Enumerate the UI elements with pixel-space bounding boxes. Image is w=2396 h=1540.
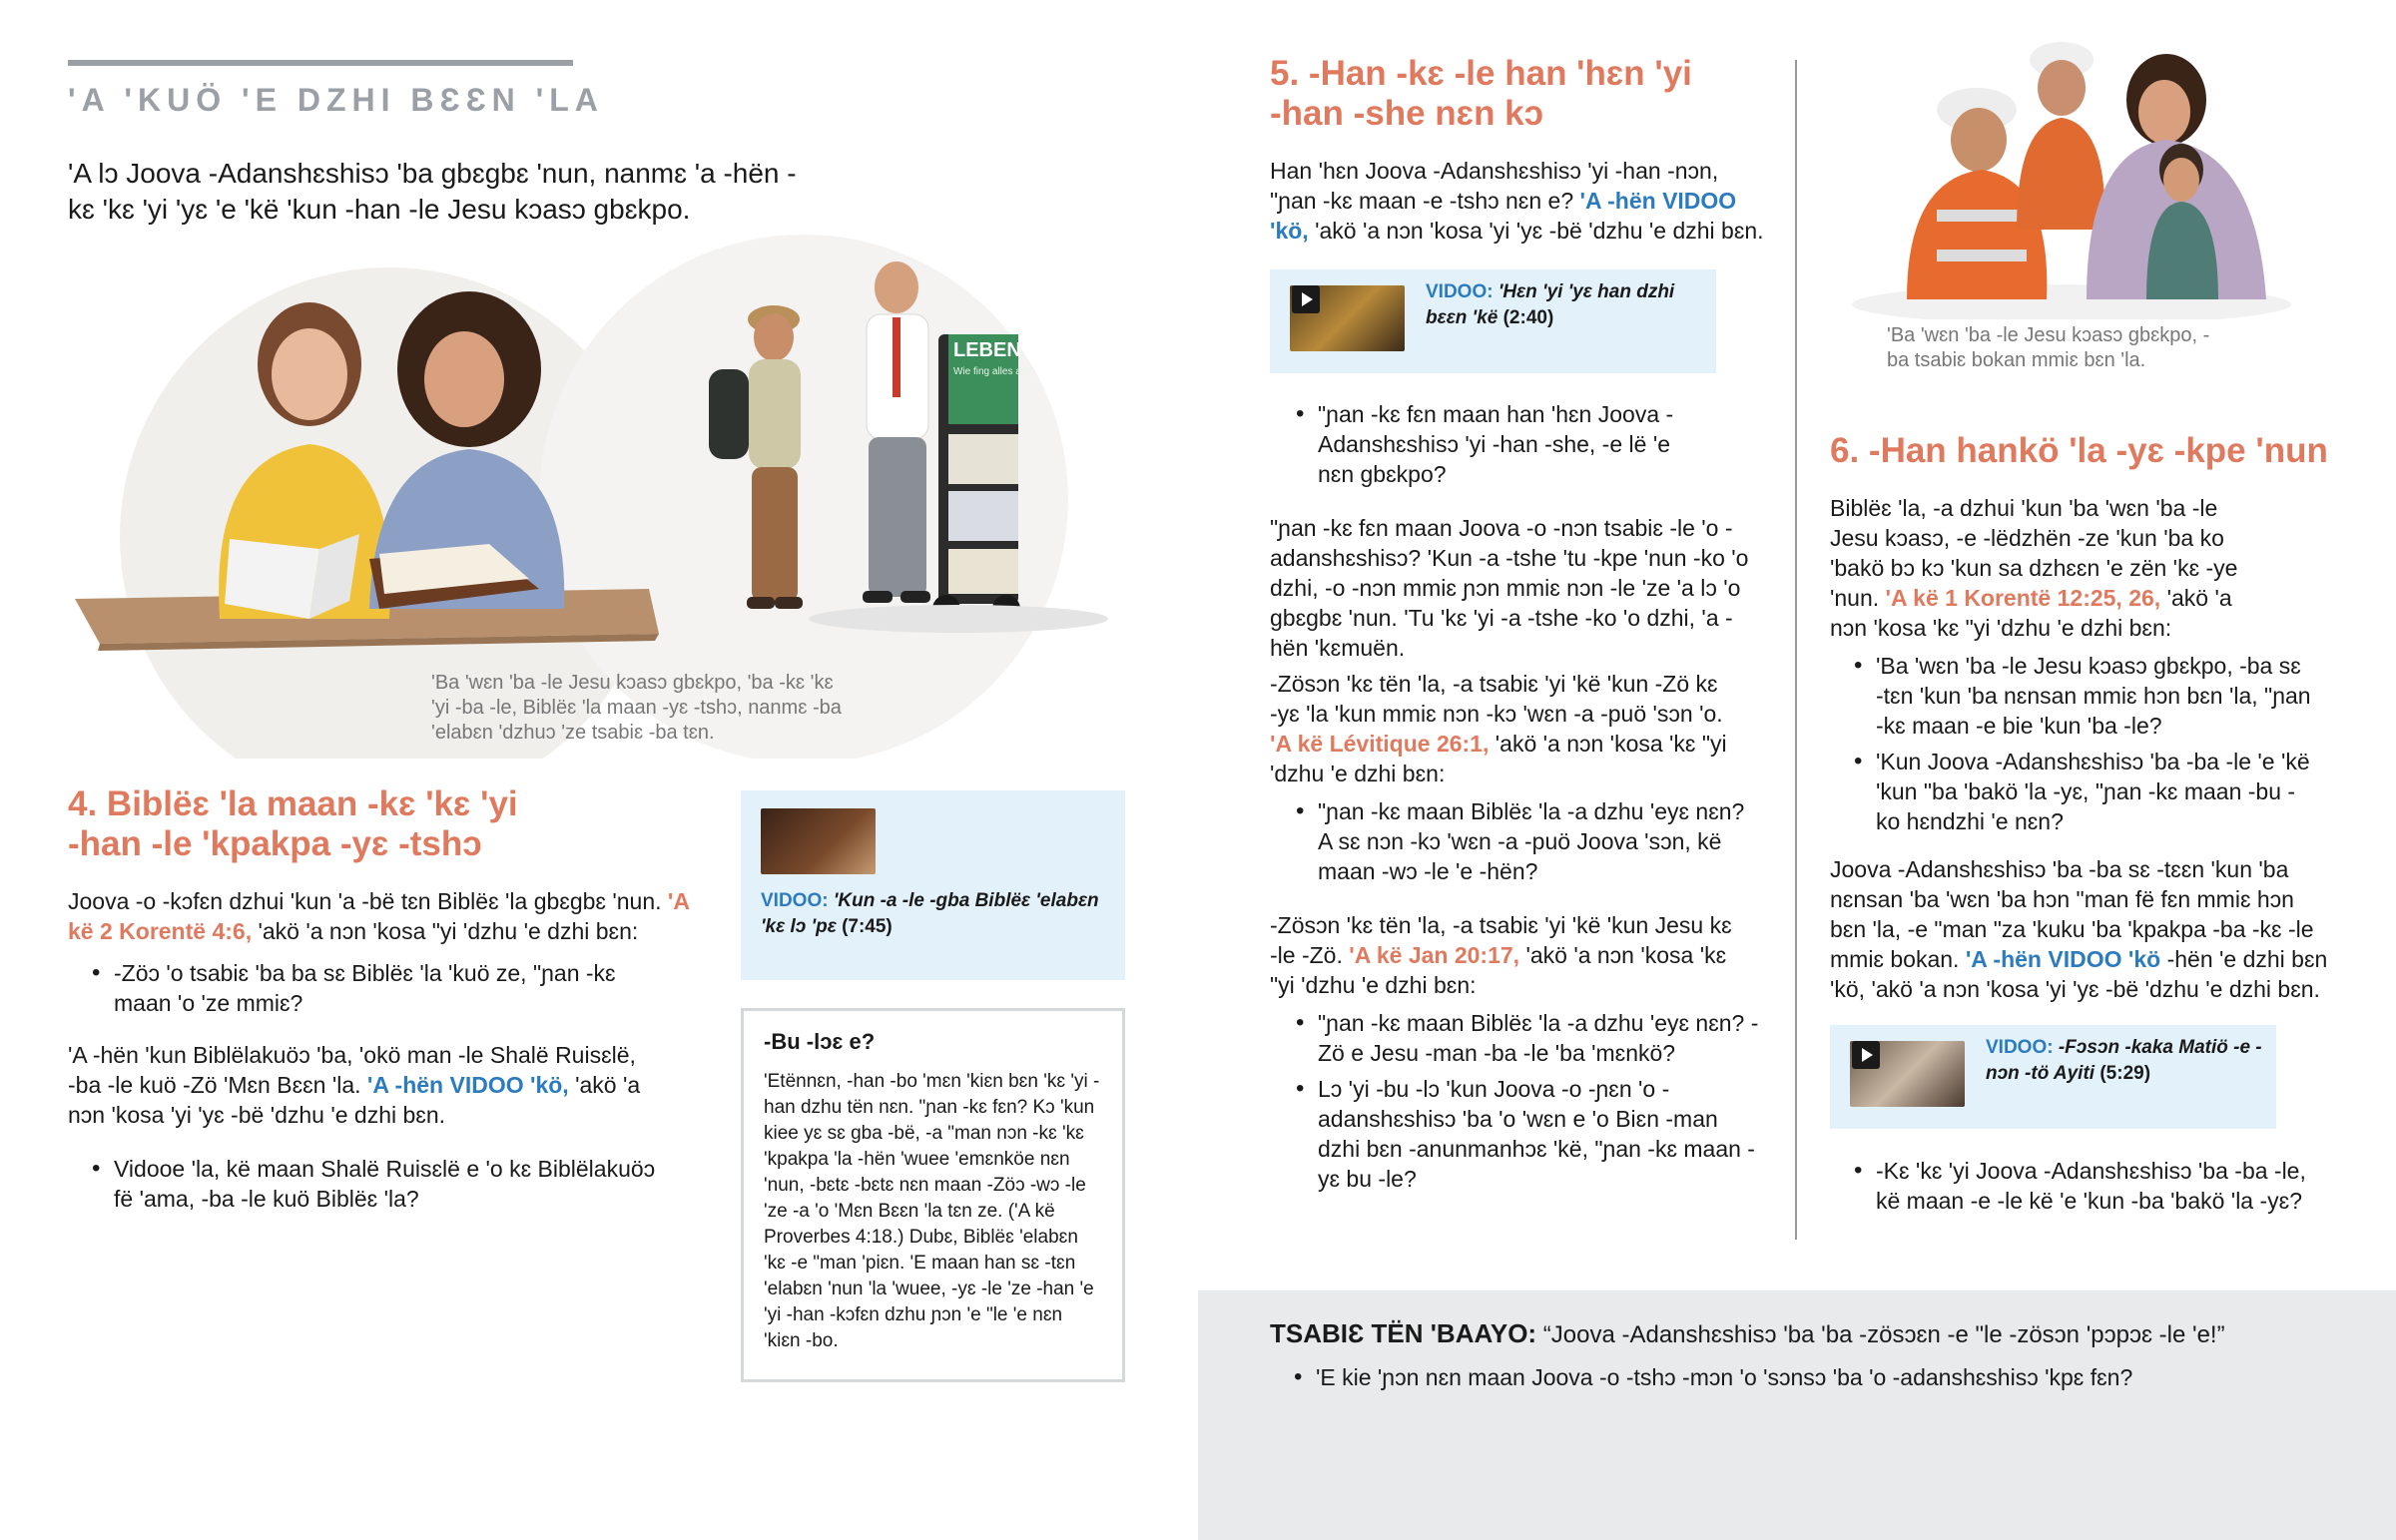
video-box-3[interactable] [1830,1025,2276,1129]
rescue-illustration [1847,30,2296,319]
list-item: • -Kɛ 'kɛ 'yi Joova -Adanshɛshisɔ 'ba -ba -le, kë maan -e -le kë 'e 'kun -ba 'bakö 'la -yɛ? [1852,1156,2331,1216]
section4-heading-line1: 4. Biblëɛ 'la maan -kɛ 'kɛ 'yi [68,784,518,823]
section5-paragraph2: "ɲan -kɛ fɛn maan Joova -o -nɔn tsabiɛ -le 'o -adanshɛshisɔ? 'Kun -a -tshe 'tu -kpe 'nun -ko 'o dzhi, -o -nɔn mmiɛ ɲɔn mmiɛ nɔn -le 'ze 'a lɔ 'o gbɛgbɛ 'nun. 'Tu 'kɛ 'yi -a -tshe -ko 'o dzhi, 'a -hën 'kɛmuën. [1270,515,1749,661]
section5-p3-text-b: 'akö 'a nɔn 'kosa 'kɛ "yi 'dzhu 'e dzhi bɛn: [1270,731,1727,786]
section6-p1-text-b: 'akö 'a nɔn 'kosa 'kɛ "yi 'dzhu 'e dzhi bɛn: [1830,585,2232,641]
sidebar-box-body: 'Etënnɛn, -han -bo 'mɛn 'kiɛn bɛn 'kɛ 'yi -han dzhu tën nɛn. "ɲan -kɛ fɛn? Kɔ 'kun kiee yɛ sɛ gba -bë, -a "man nɔn -kɛ 'kɛ 'kpakpa 'la -hën 'wuee 'emɛnköe nɛn 'nun, -bɛtɛ -bɛtɛ nɛn maan -Zöɔ -wɔ -le 'ze -a 'o 'Mɛn Bɛɛn 'la tɛn ze. ('A kë Proverbes 4:18.) Dubɛ, Biblëɛ 'elabɛn 'kɛ -e "man 'piɛn. 'E maan han sɛ -tɛn 'elabɛn 'nun 'la 'wuee, -yɛ -le 'ze -han 'e 'yi -han -kɔfɛn dzhu ɲɔn 'e "le 'e nɛn 'kiɛn -bo. [764,1071,1100,1351]
section4-p2-text: 'A -hën 'kun Biblëlakuöɔ 'ba, 'okö man -le Shalë Ruisɛlë, -ba -le kuö -Zö 'Mɛn Bɛɛn 'la. [68,1042,636,1098]
section5-p1-text: Han 'hɛn Joova -Adanshɛshisɔ 'yi -han -nɔn, "ɲan -kɛ maan -e -tshɔ nɛn e? [1270,158,1719,214]
main-caption: 'Ba 'wɛn 'ba -le Jesu kɔasɔ gbɛkpo, 'ba -kɛ 'kɛ 'yi -ba -le, Biblëɛ 'la maan -yɛ -tshɔ, nanmɛ -ba 'elabɛn 'dzhuɔ 'ze tsabiɛ -ba tɛn. [431,672,842,744]
section6-p1-text: Biblëɛ 'la, -a dzhui 'kun 'ba 'wɛn 'ba -le Jesu kɔasɔ, -e -lëdzhën -ze 'kun 'ba ko 'bakö bɔ kɔ 'kun sa dzhɛɛn 'e zën 'kɛ -ye 'nun. [1830,495,2238,611]
sidebar-box [741,1008,1125,1382]
video-title: 'Hɛn 'yi 'yɛ han dzhi bɛɛn 'kë [1426,281,1675,328]
summary-quote: “Joova -Adanshɛshisɔ 'ba 'ba -zösɔɛn -e "le -zösɔn 'pɔpɔɛ -le 'e!” [1542,1321,2225,1348]
video-label [761,888,1100,940]
list-item: • 'Kun Joova -Adanshɛshisɔ 'ba -ba -le 'e 'kë 'kun "ba 'bakö 'la -yɛ, "ɲan -kɛ maan -bu -ko hɛndzhi 'e nɛn? [1852,747,2311,836]
video-duration: (2:40) [1502,307,1554,328]
summary-heading [1270,1318,2368,1350]
intro-text: 'A lɔ Joova -Adanshɛshisɔ 'ba gbɛgbɛ 'nun, nanmɛ 'a -hën -kɛ 'kɛ 'yi 'yɛ 'e 'kë 'kun -han -le Jesu kɔasɔ gbɛkpo. [68,158,797,225]
video-box-1[interactable] [741,790,1125,980]
scripture-link-2cor[interactable]: 'A kë 2 Korentë 4:6, [68,888,690,944]
section4-bullets2 [90,1154,669,1220]
video-duration: (5:29) [2099,1063,2151,1084]
video-box-2[interactable] [1270,269,1716,373]
leben-sign-text: LEBEN [953,339,1021,361]
section5-bullets1 [1294,399,1693,495]
section5-p4-text-b: 'akö 'a nɔn 'kosa 'kɛ "yi 'dzhu 'e dzhi bɛn: [1270,942,1727,998]
section4-heading-line2: -han -le 'kpakpa -yɛ -tshɔ [68,824,482,863]
section5-heading-line2: -han -she nɛn kɔ [1270,94,1544,133]
video-title: 'Kun -a -le -gba Biblëɛ 'elabɛn 'kɛ lɔ 'pɛ [761,890,1099,937]
leben-sub-text: Wie fing alles an? [953,366,1032,377]
right-caption: 'Ba 'wɛn 'ba -le Jesu kɔasɔ gbɛkpo, -ba tsabiɛ bokan mmiɛ bɛn 'la. [1887,324,2210,371]
video-thumbnail[interactable] [761,808,876,874]
scripture-link-leviticus[interactable]: 'A kë Lévitique 26:1, [1270,731,1490,757]
video-link-section5[interactable]: 'A -hën VIDOO 'kö, [1270,188,1737,244]
summary-label: TSABIƐ TËN 'BAAYO: [1270,1318,1537,1348]
section4-paragraph2 [68,1040,647,1130]
section5-p4-text: -Zösɔn 'kɛ tën 'la, -a tsabiɛ 'yi 'kë 'kun Jesu kɛ -le -Zö. [1270,912,1732,968]
section4-p1-text-b: 'akö 'a nɔn 'kosa "yi 'dzhu 'e dzhi bɛn: [258,918,639,944]
video-tag: VIDOO: [1426,281,1494,302]
list-item: • Lɔ 'yi -bu -lɔ 'kun Joova -o -ɲɛn 'o -adanshɛshisɔ 'ba 'o 'wɛn e 'o Biɛn -man dzhi bɛn -anunmanhɔɛ 'kë, "ɲan -kɛ maan -yɛ bu -le? [1294,1074,1763,1194]
page-title: 'A 'KUÖ 'E DZHI BƐƐN 'LA [68,82,604,118]
scripture-link-1cor[interactable]: 'A kë 1 Korentë 12:25, 26, [1885,585,2161,611]
section5-paragraph4 [1270,910,1739,1000]
play-icon[interactable] [1852,1041,1880,1069]
list-item: • Vidooe 'la, kë maan Shalë Ruisɛlë e 'o kɛ Biblëlakuöɔ fë 'ama, -ba -le kuö Biblëɛ 'la? [90,1154,669,1214]
section5-heading-line1: 5. -Han -kɛ -le han 'hɛn 'yi [1270,54,1692,93]
section5-bullets2 [1294,796,1753,892]
list-item: • 'Ba 'wɛn 'ba -le Jesu kɔasɔ gbɛkpo, -ba sɛ -tɛn 'kun 'ba nɛnsan mmiɛ hɔn bɛn 'la, "ɲan -kɛ maan -e bie 'kun 'ba -le? [1852,651,2311,741]
column-divider [1795,60,1797,1240]
section4-p2-text-b: 'akö 'a nɔn 'kosa 'yi 'yɛ -bë 'dzhu 'e dzhi bɛn. [68,1072,641,1128]
list-item: • "ɲan -kɛ maan Biblëɛ 'la -a dzhu 'eyɛ nɛn? -Zö e Jesu -man -ba -le 'ba 'mɛnkö? [1294,1008,1763,1068]
list-item: • "ɲan -kɛ maan Biblëɛ 'la -a dzhu 'eyɛ nɛn? A sɛ nɔn -kɔ 'wɛn -a -puö Joova 'sɔn, kë maan -wɔ -le 'e -hën? [1294,796,1753,886]
play-icon[interactable] [1292,285,1320,313]
section5-paragraph1 [1270,156,1769,246]
section6-paragraph1 [1830,493,2259,643]
video-link-section6[interactable]: 'A -hën VIDOO 'kö [1965,946,2161,972]
video-duration: (7:45) [842,916,893,937]
title-rule [68,60,573,66]
video-tag: VIDOO: [761,890,829,911]
video-title: -Fɔsɔn -kaka Matiö -e -nɔn -tö Ayiti [1986,1037,2262,1084]
section6-bullets1 [1852,651,2311,842]
video-label [1426,279,1705,331]
scripture-link-john[interactable]: 'A kë Jan 20:17, [1349,942,1520,968]
sidebar-box-title: -Bu -lɔɛ e? [764,1029,876,1054]
list-item: • 'E kie 'ɲɔn nɛn maan Joova -o -tshɔ -mɔn 'o 'sɔnsɔ 'ba 'o -adanshɛshisɔ 'kpɛ fɛn? [1292,1362,2350,1392]
section4-paragraph1 [68,886,697,946]
section6-p2-text-b: -hën 'e dzhi bɛn 'kö, 'akö 'a nɔn 'kosa 'yi 'yɛ -bë 'dzhu 'e dzhi bɛn. [1830,946,2328,1002]
section6-p2-text: Joova -Adanshɛshisɔ 'ba -ba sɛ -tɛɛn 'kun 'ba nɛnsan 'ba 'wɛn 'ba hɔn "man fë fɛn mmiɛ hɔn bɛn 'la, -e "man "za 'kuku 'ba 'kpakpa -ba -kɛ -le mmiɛ bokan. [1830,856,2314,972]
section5-p3-text: -Zösɔn 'kɛ tën 'la, -a tsabiɛ 'yi 'kë 'kun -Zö kɛ -yɛ 'la 'kun mmiɛ nɔn -kɔ 'wɛn -a -puö 'sɔn 'o. [1270,671,1723,727]
summary-panel [1198,1290,2396,1540]
section4-p1-text: Joova -o -kɔfɛn dzhui 'kun 'a -bë tɛn Biblëɛ 'la gbɛgbɛ 'nun. [68,888,662,914]
section5-p1-text-b: 'akö 'a nɔn 'kosa 'yi 'yɛ -bë 'dzhu 'e dzhi bɛn. [1315,218,1764,244]
video-link-section4[interactable]: 'A -hën VIDOO 'kö, [366,1072,569,1098]
list-item: • -Zöɔ 'o tsabiɛ 'ba ba sɛ Biblëɛ 'la 'kuö ze, "ɲan -kɛ maan 'o 'ze mmiɛ? [90,958,649,1018]
section5-paragraph3 [1270,669,1729,788]
list-item: • "ɲan -kɛ fɛn maan han 'hɛn Joova -Adanshɛshisɔ 'yi -han -she, -e lë 'e nɛn gbɛkpo? [1294,399,1693,489]
video-tag: VIDOO: [1986,1037,2054,1058]
section4-bullets1 [90,958,649,1024]
summary-bullets [1292,1362,2350,1398]
section6-bullets2 [1852,1156,2331,1222]
section5-bullets3 [1294,1008,1763,1200]
section6-paragraph2 [1830,854,2329,1004]
video-label [1986,1035,2265,1087]
section6-heading: 6. -Han hankö 'la -yɛ -kpe 'nun [1830,431,2328,470]
